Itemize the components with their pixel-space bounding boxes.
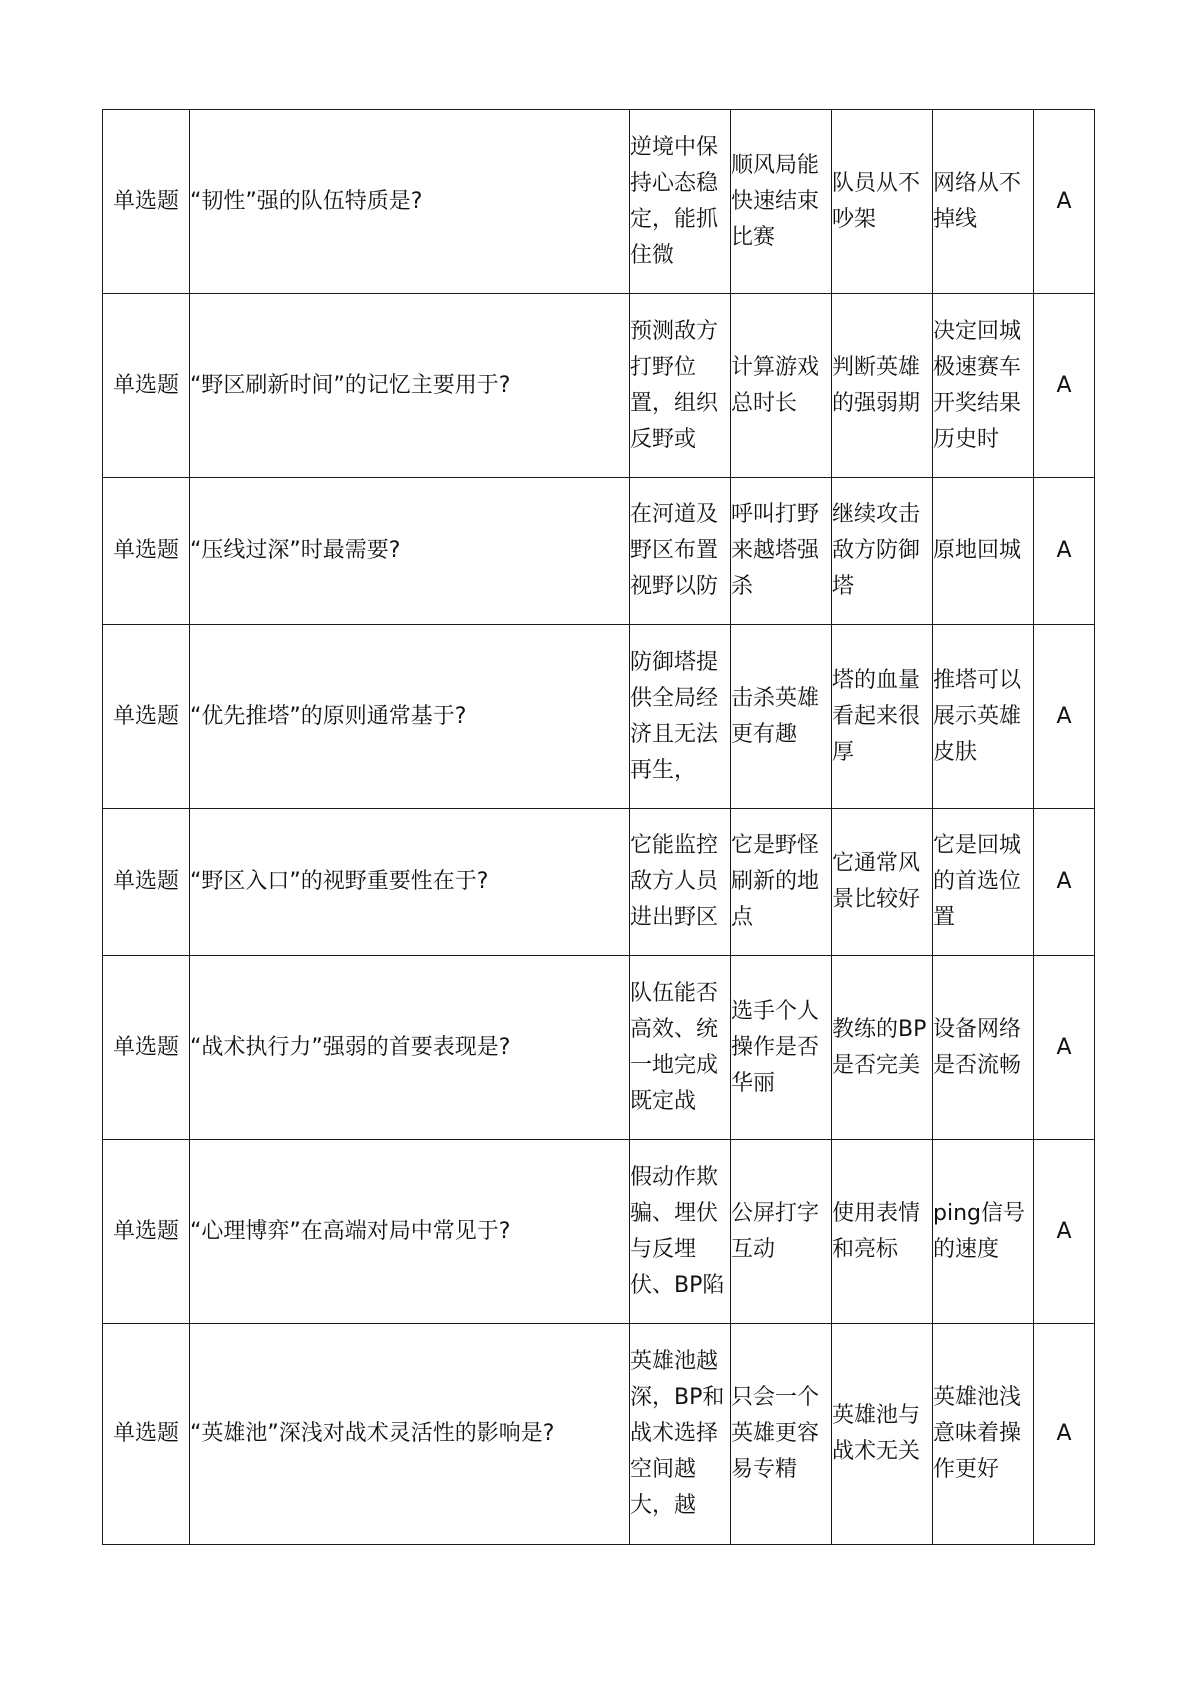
option-b: [731, 956, 832, 1140]
option-c-text: 继续攻击敌方防御塔: [832, 502, 921, 599]
option-d: [933, 294, 1034, 478]
table-row: [103, 625, 1095, 809]
table-row: [103, 809, 1095, 956]
option-d-text: 推塔可以展示英雄皮肤: [933, 667, 1022, 765]
question-text: “野区入口”的视野重要性在于?: [190, 809, 630, 956]
option-a: [630, 956, 731, 1140]
option-d-text: 设备网络是否流畅: [933, 1016, 1022, 1078]
option-d: [933, 1324, 1034, 1545]
question-type: 单选题: [103, 956, 190, 1140]
option-c-text: 它通常风景比较好: [832, 851, 921, 912]
table-row: [103, 1324, 1095, 1545]
question-type: 单选题: [103, 809, 190, 956]
answer: A: [1034, 1140, 1095, 1324]
table-row: [103, 478, 1095, 625]
answer: A: [1034, 809, 1095, 956]
option-a: [630, 110, 731, 294]
question-table: [102, 109, 1095, 1545]
option-a-text: 英雄池越深，BP和战术选择空间越大，越: [630, 1349, 725, 1518]
option-b: [731, 1140, 832, 1324]
option-a: [630, 294, 731, 478]
option-d: [933, 478, 1034, 625]
option-b-text: 只会一个英雄更容易专精: [731, 1385, 820, 1482]
option-d-text: ping信号的速度: [933, 1200, 1025, 1262]
option-b: [731, 478, 832, 625]
question-text: “压线过深”时最需要?: [190, 478, 630, 625]
option-a: [630, 478, 731, 625]
option-a-text: 假动作欺骗、埋伏与反埋伏、BP陷: [630, 1164, 725, 1298]
option-d: [933, 956, 1034, 1140]
option-d-text: 原地回城: [933, 538, 1022, 563]
question-text: “优先推塔”的原则通常基于?: [190, 625, 630, 809]
option-d: [933, 1140, 1034, 1324]
option-c-text: 队员从不吵架: [832, 170, 921, 232]
option-b-text: 呼叫打野来越塔强杀: [731, 502, 820, 599]
option-c-text: 使用表情和亮标: [832, 1200, 921, 1262]
option-d-text: 网络从不掉线: [933, 170, 1022, 232]
option-a-text: 队伍能否高效、统一地完成既定战: [630, 980, 719, 1114]
answer: A: [1034, 478, 1095, 625]
answer: A: [1034, 956, 1095, 1140]
question-text: “韧性”强的队伍特质是?: [190, 110, 630, 294]
question-type: 单选题: [103, 1324, 190, 1545]
question-text: “心理博弈”在高端对局中常见于?: [190, 1140, 630, 1324]
option-b: [731, 809, 832, 956]
option-a-text: 预测敌方打野位置，组织反野或: [630, 318, 719, 452]
option-c-text: 塔的血量看起来很厚: [832, 667, 921, 765]
question-table-page: [102, 109, 1094, 1545]
option-b-text: 选手个人操作是否华丽: [731, 998, 820, 1096]
option-a-text: 逆境中保持心态稳定，能抓住微: [630, 134, 719, 268]
table-row: [103, 1140, 1095, 1324]
answer: A: [1034, 1324, 1095, 1545]
option-c: [832, 809, 933, 956]
answer: A: [1034, 625, 1095, 809]
question-type: 单选题: [103, 478, 190, 625]
answer: A: [1034, 294, 1095, 478]
option-c: [832, 625, 933, 809]
option-a-text: 在河道及野区布置视野以防: [630, 502, 719, 599]
option-b-text: 击杀英雄更有趣: [731, 685, 820, 747]
option-b: [731, 294, 832, 478]
option-c: [832, 1140, 933, 1324]
option-c-text: 判断英雄的强弱期: [832, 354, 921, 416]
option-a-text: 防御塔提供全局经济且无法再生，: [630, 649, 719, 783]
answer: A: [1034, 110, 1095, 294]
question-text: “英雄池”深浅对战术灵活性的影响是?: [190, 1324, 630, 1545]
option-c: [832, 478, 933, 625]
option-b: [731, 110, 832, 294]
option-b-text: 公屏打字互动: [731, 1200, 820, 1262]
option-b-text: 顺风局能快速结束比赛: [731, 152, 820, 250]
option-a-text: 它能监控敌方人员进出野区: [630, 833, 719, 930]
option-c: [832, 956, 933, 1140]
option-d-text: 英雄池浅意味着操作更好: [933, 1385, 1022, 1482]
option-d: [933, 809, 1034, 956]
option-a: [630, 1140, 731, 1324]
option-d-text: 决定回城极速赛车开奖结果历史时: [933, 318, 1022, 452]
question-text: “战术执行力”强弱的首要表现是?: [190, 956, 630, 1140]
option-c: [832, 294, 933, 478]
option-a: [630, 809, 731, 956]
question-text: “野区刷新时间”的记忆主要用于?: [190, 294, 630, 478]
table-row: [103, 956, 1095, 1140]
option-a: [630, 625, 731, 809]
option-c: [832, 1324, 933, 1545]
option-d: [933, 625, 1034, 809]
question-type: 单选题: [103, 110, 190, 294]
question-type: 单选题: [103, 294, 190, 478]
question-type: 单选题: [103, 625, 190, 809]
option-b: [731, 1324, 832, 1545]
table-row: [103, 294, 1095, 478]
option-b-text: 计算游戏总时长: [731, 354, 820, 416]
option-b: [731, 625, 832, 809]
option-d: [933, 110, 1034, 294]
option-b-text: 它是野怪刷新的地点: [731, 833, 820, 930]
table-row: [103, 110, 1095, 294]
option-c-text: 英雄池与战术无关: [832, 1403, 921, 1464]
option-d-text: 它是回城的首选位置: [933, 833, 1022, 930]
option-a: [630, 1324, 731, 1545]
question-type: 单选题: [103, 1140, 190, 1324]
option-c: [832, 110, 933, 294]
option-c-text: 教练的BP是否完美: [832, 1016, 927, 1078]
